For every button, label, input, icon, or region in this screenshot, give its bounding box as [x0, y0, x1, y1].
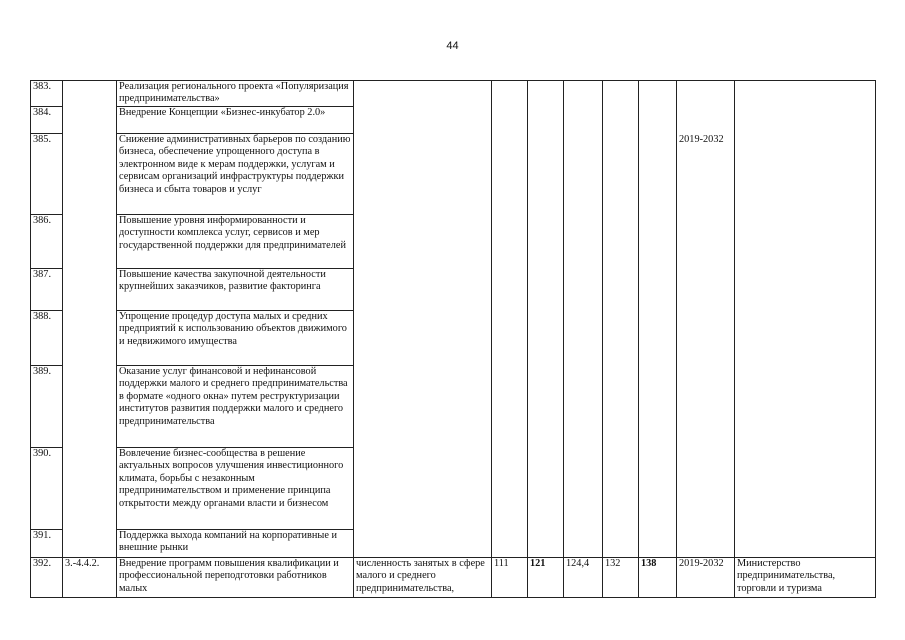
row-number: 383. — [31, 81, 63, 107]
measure-text: Упрощение процедур доступа малых и средних предприятий к использованию объектов движимого и недвижимого имущества — [117, 311, 354, 366]
value-cell-merged — [492, 81, 528, 558]
value-cell: 132 — [603, 558, 639, 598]
value-cell-merged — [564, 81, 603, 558]
period-text: 2019-2032 — [679, 134, 724, 145]
period-cell-merged — [677, 81, 735, 558]
row-number: 384. — [31, 107, 63, 134]
table-row — [31, 81, 876, 107]
value-cell: 111 — [492, 558, 528, 598]
row-number: 391. — [31, 530, 63, 558]
value-cell: 138 — [639, 558, 677, 598]
measures-table — [30, 80, 876, 598]
measure-text: Оказание услуг финансовой и нефинансовой поддержки малого и среднего предпринимательства в формате «одного окна» путем реструктуризации институтов развития поддержки малого и среднего предпринимательства — [117, 366, 354, 448]
row-number: 389. — [31, 366, 63, 448]
row-number: 392. — [31, 558, 63, 598]
measure-text: Снижение административных барьеров по созданию бизнеса, обеспечение упрощенного доступа в электронном виде к мерам поддержки, услугам и сервисам организаций инфраструктуры поддержки бизнеса и сбыта товаров и услуг — [117, 134, 354, 215]
measure-text: Реализация регионального проекта «Популяризация предпринимательства» — [117, 81, 354, 107]
measure-text: Внедрение Концепции «Бизнес-инкубатор 2.0» — [117, 107, 354, 134]
measure-text: Поддержка выхода компаний на корпоративные и внешние рынки — [117, 530, 354, 558]
code-cell-merged — [63, 81, 117, 558]
value-cell: 124,4 — [564, 558, 603, 598]
row-number: 387. — [31, 269, 63, 311]
responsible-cell-merged — [735, 81, 876, 558]
value-cell-merged — [528, 81, 564, 558]
measure-code: 3.-4.4.2. — [63, 558, 117, 598]
value-cell: 121 — [528, 558, 564, 598]
period-text: 2019-2032 — [677, 558, 735, 598]
measure-text: Повышение качества закупочной деятельности крупнейших заказчиков, развитие факторинга — [117, 269, 354, 311]
measure-text: Повышение уровня информированности и доступности комплекса услуг, сервисов и мер государственной поддержки для предпринимателей — [117, 215, 354, 269]
row-number: 390. — [31, 448, 63, 530]
responsible-text: Министерство предпринимательства, торговли и туризма — [735, 558, 876, 598]
measure-text: Вовлечение бизнес-сообщества в решение актуальных вопросов улучшения инвестиционного климата, борьбы с незаконным предпринимательством и применение принципа открытости между органами власти и бизнесом — [117, 448, 354, 530]
row-number: 386. — [31, 215, 63, 269]
indicator-cell-merged — [354, 81, 492, 558]
value-cell-merged — [639, 81, 677, 558]
value-cell-merged — [603, 81, 639, 558]
row-number: 385. — [31, 134, 63, 215]
page-number: 44 — [446, 40, 459, 52]
indicator-text: численность занятых в сфере малого и среднего предпринимательства, — [354, 558, 492, 598]
table-row — [31, 558, 876, 598]
row-number: 388. — [31, 311, 63, 366]
measure-text: Внедрение программ повышения квалификации и профессиональной переподготовки работников малых — [117, 558, 354, 598]
